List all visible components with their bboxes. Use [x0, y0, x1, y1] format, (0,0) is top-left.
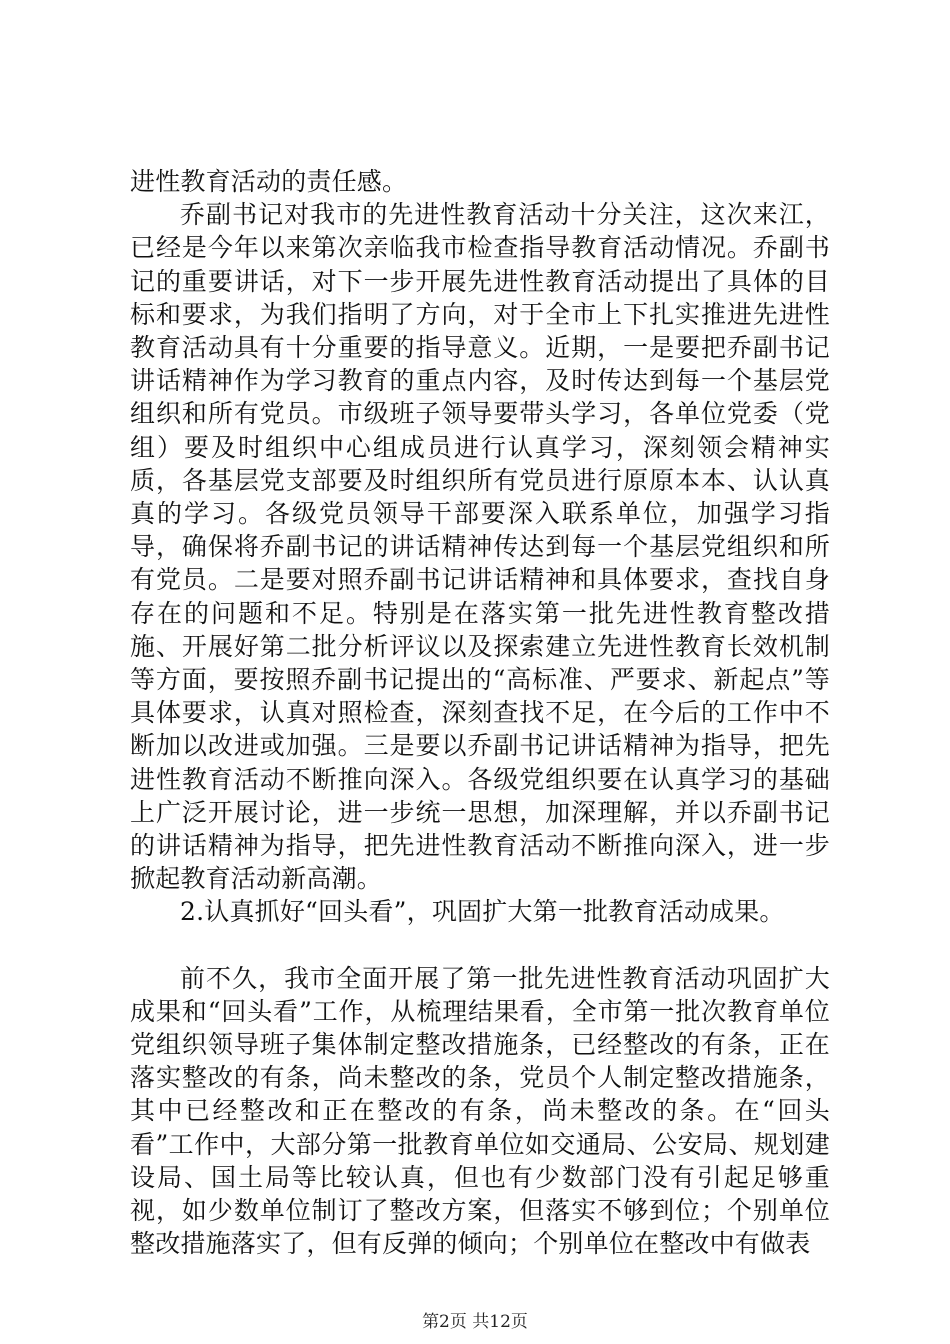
paragraph-spacer — [130, 929, 830, 962]
document-body — [130, 165, 830, 1261]
section-heading-2: 2.认真抓好“回头看”，巩固扩大第一批教育活动成果。 — [180, 897, 785, 927]
paragraph-continuation: 进性教育活动的责任感。 — [130, 167, 408, 196]
paragraph-review-results: 前不久，我市全面开展了第一批先进性教育活动巩固扩大成果和“回头看”工作，从梳理结果看，全市第一批次教育单位党组织领导班子集体制定整改措施条，已经整改的有条，正在落实整改的有条，尚未整改的条，党员个人制定整改措施条，其中已经整改和正在整改的有条，尚未整改的条。在“回头看”工作中，大部分第一批教育单位如交通局、公安局、规划建设局、国土局等比较认真，但也有少数部门没有引起足够重视，如少数单位制订了整改方案，但落实不够到位；个别单位整改措施落实了，但有反弹的倾向；个别单位在整改中有做表 — [130, 963, 830, 1259]
page-footer: 第2页 共12页 — [422, 1312, 528, 1332]
paragraph-speech-summary: 乔副书记对我市的先进性教育活动十分关注，这次来江，已经是今年以来第次亲临我市检查指导教育活动情况。乔副书记的重要讲话，对下一步开展先进性教育活动提出了具体的目标和要求，为我们指明了方向，对于全市上下扎实推进先进性教育活动具有十分重要的指导意义。近期，一是要把乔副书记讲话精神作为学习教育的重点内容，及时传达到每一个基层党组织和所有党员。市级班子领导要带头学习，各单位党委（党组）要及时组织中心组成员进行认真学习，深刻领会精神实质，各基层党支部要及时组织所有党员进行原原本本、认认真真的学习。各级党员领导干部要深入联系单位，加强学习指导，确保将乔副书记的讲话精神传达到每一个基层党组织和所有党员。二是要对照乔副书记讲话精神和具体要求，查找自身存在的问题和不足。特别是在落实第一批先进性教育整改措施、开展好第二批分析评议以及探索建立先进性教育长效机制等方面，要按照乔副书记提出的“高标准、严要求、新起点”等具体要求，认真对照检查，深刻查找不足，在今后的工作中不断加以改进或加强。三是要以乔副书记讲话精神为指导，把先进性教育活动不断推向深入。各级党组织要在认真学习的基础上广泛开展讨论，进一步统一思想，加深理解，并以乔副书记的讲话精神为指导，把先进性教育活动不断推向深入，进一步掀起教育活动新高潮。 — [130, 200, 830, 894]
